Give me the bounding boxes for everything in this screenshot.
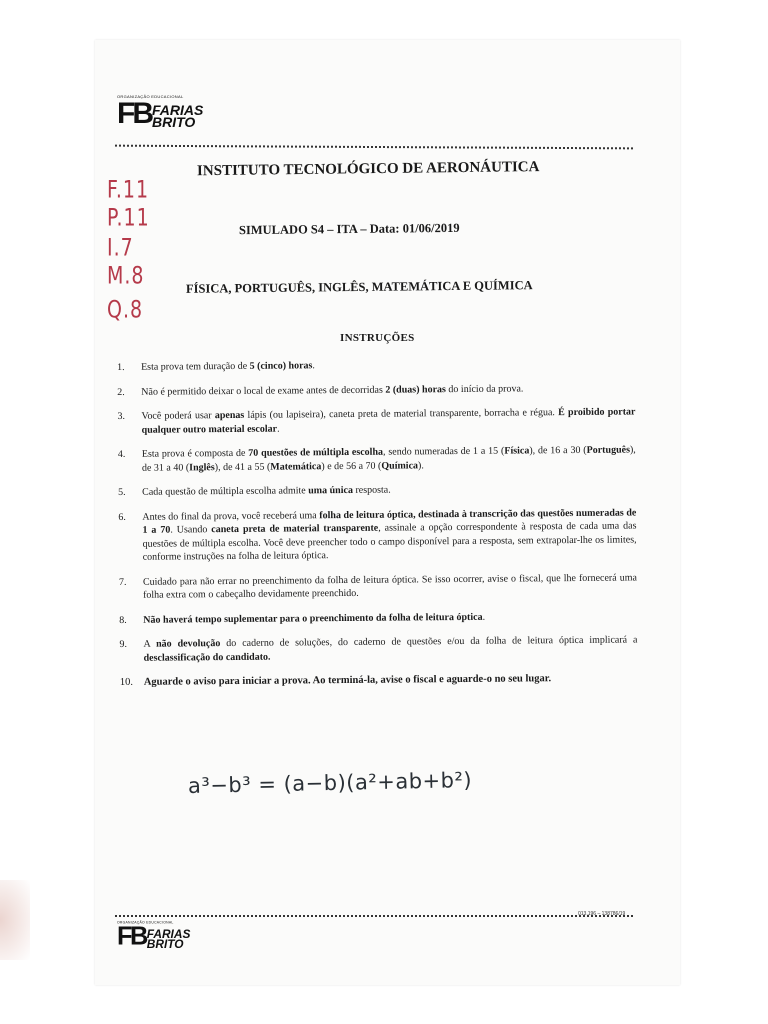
instruction-text-part: . [312,360,315,372]
instruction-text [143,633,637,664]
instruction-number: 8. [119,614,127,626]
instruction-number: 4. [117,448,126,460]
instruction-text [141,381,635,399]
farias-brito-logo [117,94,204,130]
institute-title: INSTITUTO TECNOLÓGICO DE AERONÁUTICA [196,159,540,180]
instruction-number: 2. [117,386,125,398]
logo-word-brito: BRITO [152,114,196,130]
instruction-text-part: ), de 31 a 40 ( [141,444,636,474]
instruction-text [142,481,636,499]
handwritten-note-fisica: F.11 [107,176,150,204]
instruction-text-part: resposta. [352,484,391,496]
instruction-text-bold: 2 (duas) horas [385,383,446,396]
instruction-text [142,506,636,564]
instruction-number: 6. [118,511,126,523]
instruction-text-part: Cuidado para não errar no preenchimento da folha de leitura óptica. Se isso ocorrer, avise o fiscal, que lhe fornecerá uma folha extra com o cabeçalho devidamente preenchido. [142,571,637,601]
instructions-list [115,356,638,700]
instruction-text-bold: É proibido portar qualquer outro material escolar [141,406,636,436]
instruction-text-part: ), de 16 a 30 ( [529,444,587,457]
instruction-number: 7. [118,576,127,588]
instruction-item [116,481,636,499]
handwritten-note-matematica: M.8 [107,262,145,290]
instruction-text-part: . [277,423,280,435]
instruction-number: 9. [119,638,128,650]
instruction-text [142,443,636,474]
instruction-text-part: . [482,611,486,623]
logo-word-farias: FARIAS [146,926,191,941]
instruction-text-part: A [143,638,157,650]
instruction-text-part: Não é permitido deixar o local de exame antes de decorridas [141,384,386,398]
logo-word-farias: FARIAS [152,102,204,118]
instruction-text [143,571,637,602]
instruction-text-part: Cada questão de múltipla escolha admite [142,485,309,498]
subjects-line: FÍSICA, PORTUGUÊS, INGLÊS, MATEMÁTICA E QUÍMICA [185,278,533,296]
instruction-item [117,633,637,665]
handwritten-note-quimica: Q.8 [107,296,144,324]
instruction-text-part: do início da prova. [445,382,524,395]
handwritten-formula: a³−b³ = (a−b)(a²+ab+b²) [187,768,473,798]
instruction-text-bold: 5 (cinco) horas [249,360,313,372]
instruction-text-bold: Matemática [270,460,322,473]
instruction-text [143,609,637,627]
footer-dotted-divider [115,915,633,917]
instruction-item [115,356,635,374]
instruction-text-part: Você poderá usar [141,410,215,422]
instruction-text-bold: uma única [308,484,353,497]
logo-mark: FB [117,922,146,951]
handwritten-note-ingles: I.7 [107,234,134,262]
instruction-text-part: . Usando [170,524,212,536]
instruction-text-bold: Química [381,459,419,472]
simulado-date-line: SIMULADO S4 – ITA – Data: 01/06/2019 [238,220,460,238]
instruction-text-part: ). [417,459,424,471]
logo-word-brito: BRITO [146,936,184,951]
instruction-text-part: lápis (ou lapiseira), caneta preta de material transparente, borracha e régua. [244,407,559,421]
instruction-number: 10. [119,676,133,688]
instruction-number: 3. [117,410,126,422]
instruction-item [115,405,635,437]
instruction-text-part: ), de 41 a 55 ( [214,461,271,473]
instruction-text-bold: desclassificação do candidato. [143,651,271,664]
logo-org-text: ORGANIZAÇÃO EDUCACIONAL [117,94,184,99]
instruction-text [141,405,635,436]
instructions-heading: INSTRUÇÕES [340,332,415,344]
instruction-item [116,506,636,565]
instruction-text-bold: caneta preta de material transparente [211,522,379,536]
logo-mark: FB [117,97,151,130]
instruction-text-bold: Português [586,444,631,456]
instruction-text-bold: Inglês [189,461,215,473]
instruction-text-part: , sendo numeradas de 1 a 15 ( [382,445,505,458]
instruction-text-bold: Aguarde o aviso para iniciar a prova. Ao terminá-la, avise o fiscal e aguarde-o no seu lugar. [143,673,552,688]
instruction-item [115,381,635,399]
instruction-item [117,609,637,627]
instruction-text-part: , assinale a opção correspondente à resposta de cada uma das questões de múltipla escolha. Você deve preencher todo o campo disponível para a resposta, sem extrapolar-lhe os limites, conforme instruções na folha de leitura óptica. [142,520,637,563]
instruction-text [144,671,638,689]
instruction-text-part: ) e de 56 a 70 ( [321,460,382,472]
instruction-item [116,443,636,475]
instruction-text-bold: apenas [214,409,245,422]
instruction-text-bold: Física [504,445,530,457]
instruction-text-bold: não devolução [156,638,221,650]
handwritten-note-portugues: P.11 [107,204,150,232]
footer-code: 013.196 – 138786/19 [578,911,626,917]
logo-words [152,104,203,128]
instruction-item [118,671,638,689]
instruction-text-part: do caderno de soluções, do caderno de questões e/ou da folha de leitura óptica implicará a [220,634,638,650]
instruction-text-bold: 70 questões de múltipla escolha [248,446,384,459]
logo-org-text: ORGANIZAÇÃO EDUCACIONAL [117,919,174,925]
instruction-text-part: Esta prova é composta de [141,447,249,460]
header-dotted-divider [115,145,633,150]
paper-edge-shadow [0,880,30,960]
instruction-number: 1. [117,361,125,373]
instruction-item [117,571,637,603]
instruction-text-bold: Não haverá tempo suplementar para o preenchimento da folha de leitura óptica [143,611,483,626]
logo-words [146,926,191,951]
instruction-text-part: Antes do final da prova, você receberá uma [142,509,320,523]
farias-brito-logo-footer [117,919,191,951]
exam-cover-sheet [95,40,680,985]
instruction-text-part: Esta prova tem duração de [141,360,250,373]
instruction-text [141,356,635,374]
instruction-number: 5. [118,486,126,498]
instruction-text-bold: folha de leitura óptica, destinada à transcrição das questões numeradas de 1 a 70 [142,506,637,536]
